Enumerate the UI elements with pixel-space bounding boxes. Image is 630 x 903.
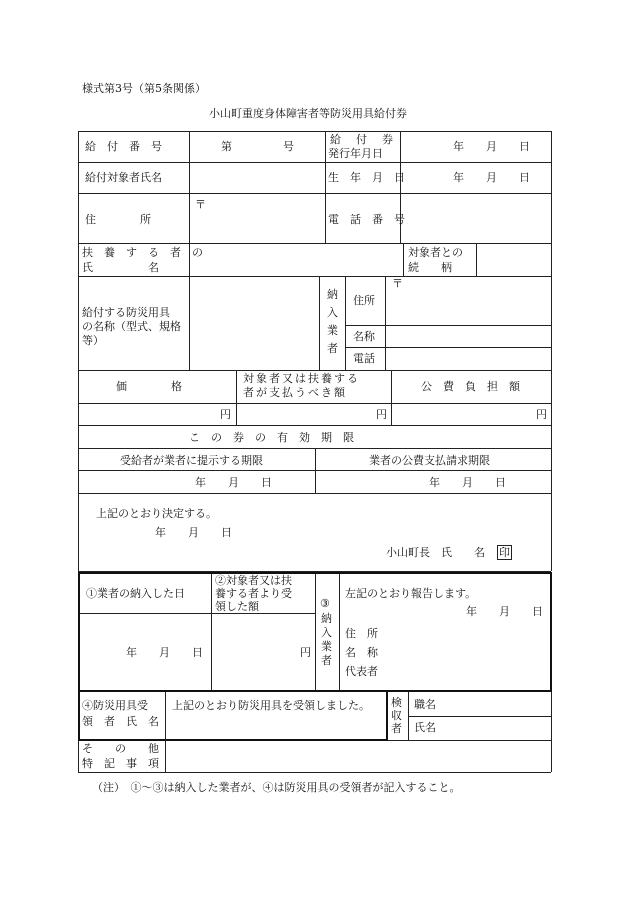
table-border-bottom [78, 772, 551, 773]
col-divider [385, 276, 386, 370]
form-title: 小山町重度身体障害者等防災用具給付券 [209, 107, 407, 120]
report-date: 年 月 日 [466, 605, 543, 618]
row-divider [78, 370, 551, 371]
seal-mark: 印 [499, 546, 510, 559]
supplier-postal-mark: 〒 [392, 277, 403, 290]
delivered-date-value: 年 月 日 [126, 646, 203, 659]
inspector-title-label: 職名 [414, 698, 436, 711]
postal-mark: 〒 [195, 198, 206, 211]
sub-row-divider [408, 716, 551, 717]
col-divider [236, 370, 237, 425]
receiver-name-label: ④防災用具受 [82, 699, 148, 712]
payer-amount-label: 対象者又は扶養する [243, 372, 360, 385]
received-amount-label-2: 養する者より受 [215, 587, 292, 600]
sub-row-divider [345, 325, 551, 326]
received-amount-label: ②対象者又は扶 [215, 574, 292, 587]
payment-number-suffix: 号 [283, 140, 294, 153]
validity-title: こ の 券 の 有 効 期 限 [189, 431, 354, 444]
row-divider [388, 740, 551, 741]
row-divider [78, 162, 551, 163]
present-deadline-value: 年 月 日 [195, 476, 272, 489]
col-divider [189, 276, 190, 370]
inspector-vertical-2: 収 [391, 709, 402, 722]
recipient-name-label: 給付対象者氏名 [85, 171, 162, 184]
supplier-vertical-label-3: 入 [321, 626, 332, 639]
supplier-vertical-2: 入 [327, 306, 338, 319]
form-number: 様式第3号（第5条関係） [82, 82, 206, 95]
payment-number-prefix: 第 [221, 140, 232, 153]
report-rep-label: 代表者 [345, 665, 378, 678]
sub-row-divider [345, 347, 551, 348]
row-divider [78, 493, 551, 494]
table-border-right [551, 692, 552, 772]
supplier-name-label: 名称 [353, 330, 375, 343]
supplier-vertical-label-2: 納 [321, 612, 332, 625]
report-name-label: 名 称 [345, 646, 378, 659]
col-divider [315, 448, 316, 493]
col-divider [339, 574, 340, 690]
col-divider [476, 243, 477, 276]
supplier-vertical-1: 納 [327, 288, 338, 301]
delivered-date-label: ①業者の納入した日 [86, 587, 185, 600]
supplier-vertical-label-4: 業 [321, 640, 332, 653]
item-name-label-2: の名称（型式、規格 [82, 320, 181, 333]
issue-date-value: 年 月 日 [453, 140, 530, 153]
address-label: 住 所 [85, 213, 151, 226]
item-name-label: 給付する防災用具 [82, 306, 170, 319]
public-burden-label: 公 費 負 担 額 [421, 380, 520, 393]
footnote: （注） ①～③は納入した業者が、④は防災用具の受領者が記入すること。 [92, 781, 461, 794]
supplier-vertical-label-1: ③ [320, 597, 330, 610]
col-divider [391, 370, 392, 425]
supplier-vertical-3: 業 [327, 324, 338, 337]
col-divider [400, 131, 401, 243]
payer-amount-label-2: 者が支払うべき額 [243, 386, 347, 399]
decision-date: 年 月 日 [155, 526, 232, 539]
row-divider [78, 243, 551, 244]
supporter-label: 扶 養 す る 者 の [82, 246, 203, 259]
col-divider [345, 276, 346, 370]
report-text: 左記のとおり報告します。 [345, 587, 477, 600]
supplier-address-label: 住所 [353, 294, 375, 307]
supplier-vertical-label-5: 者 [321, 654, 332, 667]
payer-yen: 円 [376, 408, 387, 421]
decision-text: 上記のとおり決定する。 [96, 507, 217, 520]
report-address-label: 住 所 [345, 627, 378, 640]
price-yen: 円 [220, 408, 231, 421]
receipt-text: 上記のとおり防災用具を受領しました。 [172, 699, 370, 712]
supplier-vertical-4: 者 [327, 342, 338, 355]
issue-date-label: 給 付 券 [330, 133, 395, 146]
inspector-vertical-3: 者 [391, 722, 402, 735]
present-deadline-label: 受給者が業者に提示する期限 [120, 454, 263, 467]
row-divider [78, 193, 551, 194]
supplier-phone-label: 電話 [353, 352, 375, 365]
inspector-vertical-1: 検 [391, 696, 402, 709]
relation-label: 対象者との [408, 246, 463, 259]
public-yen: 円 [536, 408, 547, 421]
col-divider [165, 692, 166, 772]
price-label: 価 格 [116, 380, 182, 393]
birth-date-value: 年 月 日 [453, 171, 530, 184]
inspector-name-label: 氏名 [414, 721, 436, 734]
payment-number-label: 給 付 番 号 [85, 140, 162, 153]
other-notes-label: そ の 他 [82, 742, 159, 755]
issue-date-label-2: 発行年月日 [328, 147, 383, 160]
col-divider [315, 574, 316, 690]
claim-deadline-value: 年 月 日 [429, 476, 506, 489]
sub-row-divider [80, 613, 315, 614]
col-divider [211, 574, 212, 690]
birth-date-label: 生 年 月 日 [328, 171, 405, 184]
col-divider [403, 243, 404, 276]
table-border-left [78, 131, 79, 571]
col-divider [319, 276, 320, 370]
relation-label-2: 続 柄 [408, 261, 452, 274]
received-amount-yen: 円 [300, 646, 311, 659]
mayor-signature-label: 小山町長 氏 名 [386, 546, 485, 559]
receiver-name-label-2: 領 者 氏 名 [82, 715, 159, 728]
received-amount-label-3: 領した額 [215, 600, 259, 613]
supporter-label-2: 氏 名 [82, 261, 159, 274]
other-notes-label-2: 特 記 事 項 [82, 757, 159, 770]
claim-deadline-label: 業者の公費支払請求期限 [369, 454, 490, 467]
row-divider [78, 276, 551, 277]
row-divider [78, 403, 551, 404]
item-name-label-3: 等） [82, 334, 104, 347]
col-divider [325, 131, 326, 243]
table-border-right [551, 131, 552, 571]
phone-label: 電 話 番 号 [328, 213, 405, 226]
table-border-top [78, 131, 551, 132]
row-divider [78, 425, 551, 426]
